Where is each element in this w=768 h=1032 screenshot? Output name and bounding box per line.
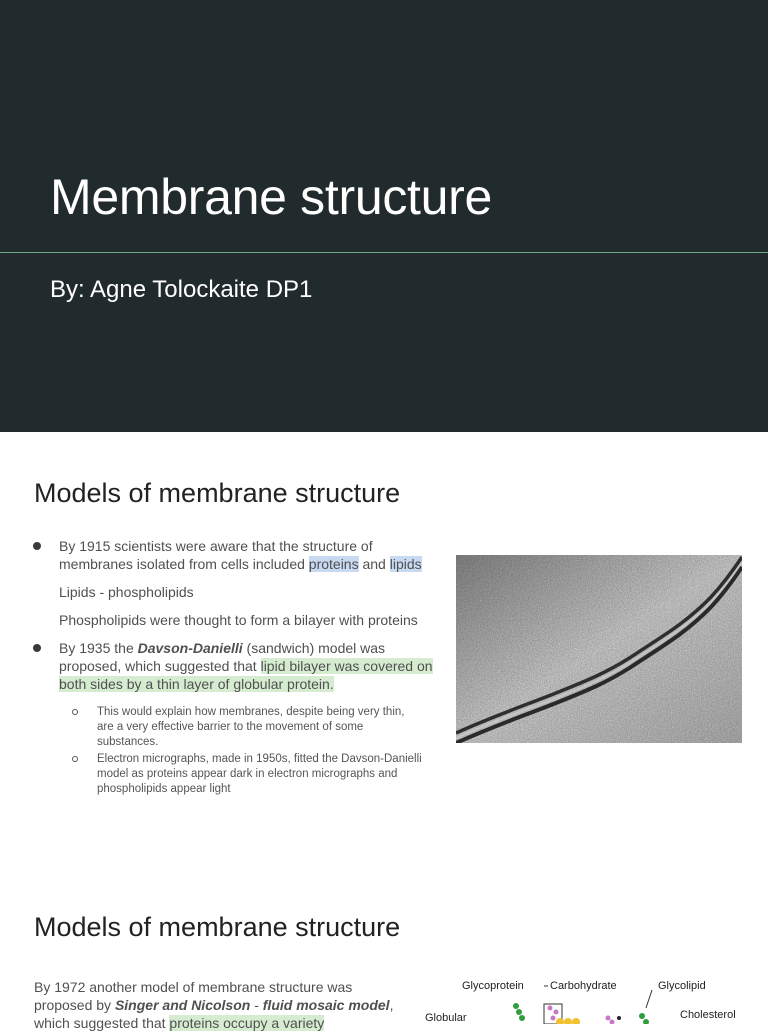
bullet-text: and [358,556,390,572]
title-slide [0,0,768,432]
sub-list [32,705,442,797]
bullet-item [32,639,442,693]
paragraph-text: By 1972 another model of membrane structure was proposed by [34,979,353,1013]
fluid-mosaic-diagram [420,978,760,1024]
label-cholesterol: Cholesterol [680,1009,736,1021]
sub-list-item [97,752,423,797]
paragraph-text: , which suggested that [34,997,394,1031]
bold-term: Singer and Nicolson [114,997,251,1013]
bold-term: fluid mosaic model [262,997,390,1013]
bullet-item [32,537,442,573]
bullet-icon [33,644,41,652]
sub-item-text: Electron micrographs, made in 1950s, fitted the Davson-Danielli model as proteins appear dark in electron micrographs and phospholipids appear light [97,753,422,795]
bold-term: Davson-Danielli [137,640,243,656]
hollow-bullet-icon [72,709,78,715]
slide-heading: Models of membrane structure [34,912,401,942]
label-globular: Globular [425,1012,467,1024]
highlight-text: proteins occupy a variety [169,1015,325,1031]
label-carbohydrate: Carbohydrate [550,980,617,992]
paragraph: Lipids - phospholipids [59,584,194,600]
sub-item-text: This would explain how membranes, despite being very thin, are a very effective barrier to the movement of some substances. [97,706,405,748]
label-glycolipid: Glycolipid [658,980,706,992]
title-divider [0,252,768,253]
label-glycoprotein: Glycoprotein [462,980,524,992]
bullet-text: By 1935 the [59,640,138,656]
paragraph: Phospholipids were thought to form a bilayer with proteins [59,612,418,628]
slide-subtitle: By: Agne Tolockaite DP1 [50,276,313,303]
electron-micrograph-image [456,555,742,743]
membrane-illustration [420,978,760,1024]
models-slide-2 [0,878,768,1031]
bullet-list [32,537,442,799]
sub-list-item [97,705,423,750]
bullet-text: By 1915 scientists were aware that the structure of membranes isolated from cells included [59,538,373,572]
highlight-lipids: lipids [389,556,422,572]
hollow-bullet-icon [72,756,78,762]
bullet-icon [33,542,41,550]
highlight-text: lipid bilayer was covered on both sides by a thin layer of globular protein. [59,658,433,692]
paragraph-text: - [250,997,263,1013]
highlight-proteins: proteins [308,556,359,572]
slide-title: Membrane structure [50,169,492,225]
slide-heading: Models of membrane structure [34,478,401,508]
models-slide-1 [0,432,768,864]
bullet-text: (sandwich) model was proposed, which suggested that [59,640,386,674]
